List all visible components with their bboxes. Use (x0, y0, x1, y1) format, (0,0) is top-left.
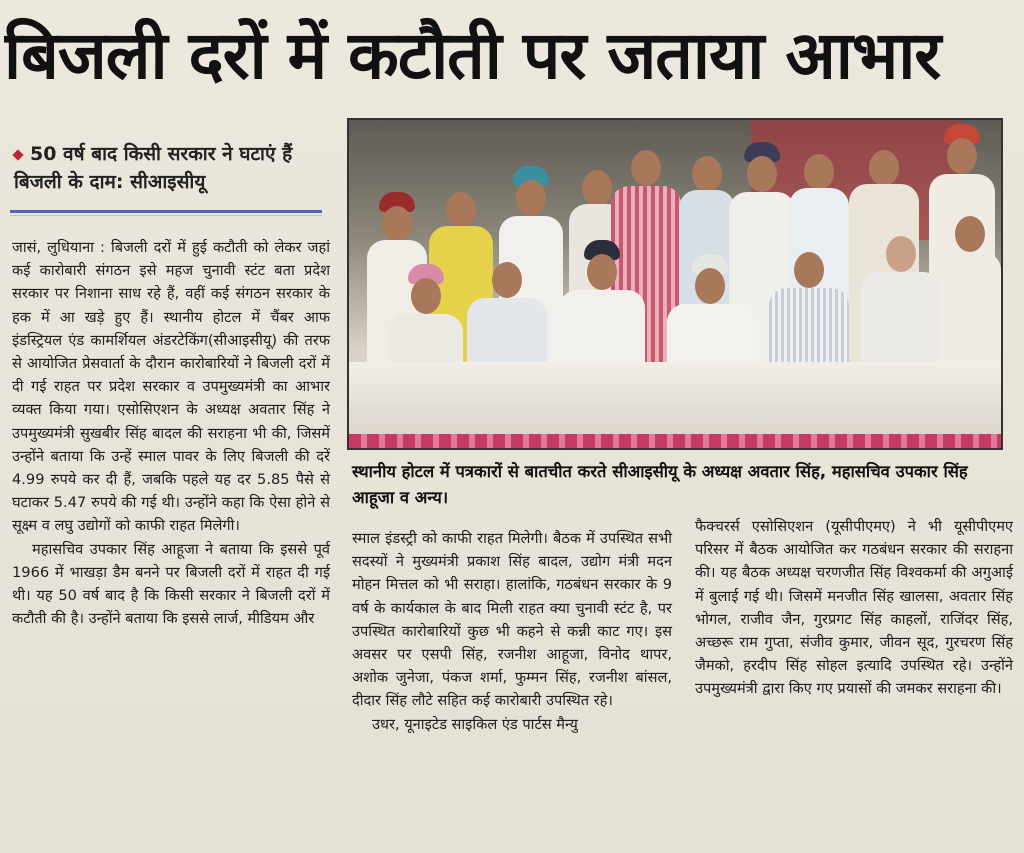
photo-person (861, 236, 941, 380)
photo-table (349, 362, 1001, 434)
article-column-3 (695, 515, 1013, 701)
column3-paragraph-1: फैक्चरर्स एसोसिएशन (यूसीपीएमए) ने भी यूसीपीएमए परिसर में बैठक आयोजित कर गठबंधन सरकार की सराहना की। यह बैठक अध्यक्ष चरणजीत सिंह विश्वकर्मा की अगुआई में बुलाई गई थी। जिसमें मनजीत सिंह खालसा, अवतार सिंह भोगल, राजीव जैन, गुरप्रगट सिंह काहलों, राजिंदर सिंह, अच्छरू राम गुप्ता, संजीव कुमार, जीवन सूद, गुरचरण सिंह जैमको, हरदीप सिंह सोहल इत्यादि उपस्थित रहे। उन्होंने उपमुख्यमंत्री द्वारा किए गए प्रयासों की जमकर सराहना की। (695, 518, 1013, 698)
article-column-1 (12, 236, 330, 630)
headline: बिजली दरों में कटौती पर जताया आभार (4, 17, 941, 94)
subheadline-text: 50 वर्ष बाद किसी सरकार ने घटाएं हैं बिजली के दाम: सीआइसीयू (14, 143, 293, 193)
photo-person (769, 252, 849, 380)
group-photo (347, 118, 1003, 450)
photo-table-banner (349, 434, 1001, 448)
column1-paragraph-2: महासचिव उपकार सिंह आहूजा ने बताया कि इससे पूर्व 1966 में भाखड़ा डैम बनने पर बिजली दरों में राहत दी गई थी। यह 50 वर्ष बाद है कि किसी सरकार ने बिजली दरों में कटौती की है। उन्होंने बताया कि इससे लार्ज, मीडियम और (12, 540, 330, 628)
subheadline (14, 140, 324, 196)
subhead-rule (10, 210, 322, 213)
column1-paragraph-1: जासं, लुधियाना : बिजली दरों में हुई कटौती को लेकर जहां कई कारोबारी संगठन इसे महज चुनावी स्टंट बता प्रदेश सरकार पर निशाना साध रहे हैं, वहीं कई संगठन सरकार के हक में आ खड़े हुए हैं। स्थानीय होटल में चैंबर आफ इंडस्ट्रियल एंड कामर्शियल अंडरटेकिंग(सीआइसीयू) की तरफ से आयोजित प्रेसवार्ता के दौरान कारोबारियों ने बिजली दरों में दी गई राहत पर प्रदेश सरकार व उपमुख्यमंत्री का आभार व्यक्त किया गया। एसोसिएशन के अध्यक्ष अवतार सिंह ने उपमुख्यमंत्री सुखबीर सिंह बादल की सराहना भी की, जिसमें उन्होंने बताया कि उन्हें स्माल पावर के लिए बिजली की दरें 4.99 रुपये कर दी हैं, जबकि पहले यह दर 5.85 पैसे से घटाकर 5.47 रुपये की गई थी। उन्होंने कहा कि ऐसा होने से सूक्ष्म व लघु उद्योगों को काफी राहत मिलेगी। (12, 239, 330, 535)
photo-person (939, 216, 1001, 380)
article-column-2 (352, 527, 672, 736)
photo-person (559, 246, 645, 380)
diamond-bullet-icon (12, 149, 23, 160)
subhead-rule-thin (10, 215, 322, 216)
column2-paragraph-1: स्माल इंडस्ट्री को काफी राहत मिलेगी। बैठक में उपस्थित सभी सदस्यों ने मुख्यमंत्री प्रकाश सिंह बादल, उद्योग मंत्री मदन मोहन मित्तल को भी सराहा। हालांकि, गठबंधन सरकार के 9 वर्ष के कार्यकाल के बाद मिली राहत क्या चुनावी स्टंट है, पर उपस्थित कारोबारियों कुछ भी कहने से कन्नी काट गए। इस अवसर पर एसपी सिंह, रजनीश आहूजा, विनोद थापर, अशोक जुनेजा, पंकज शर्मा, फुम्मन सिंह, रजनीश बांसल, दीदार सिंह लौटे सहित कई कारोबारी उपस्थित रहे। (352, 530, 672, 710)
photo-caption: स्थानीय होटल में पत्रकारों से बातचीत करते सीआइसीयू के अध्यक्ष अवतार सिंह, महासचिव उपकार सिंह आहूजा व अन्य। (352, 462, 968, 507)
column2-paragraph-2: उधर, यूनाइटेड साइकिल एंड पार्टस मैन्यु (372, 715, 578, 733)
